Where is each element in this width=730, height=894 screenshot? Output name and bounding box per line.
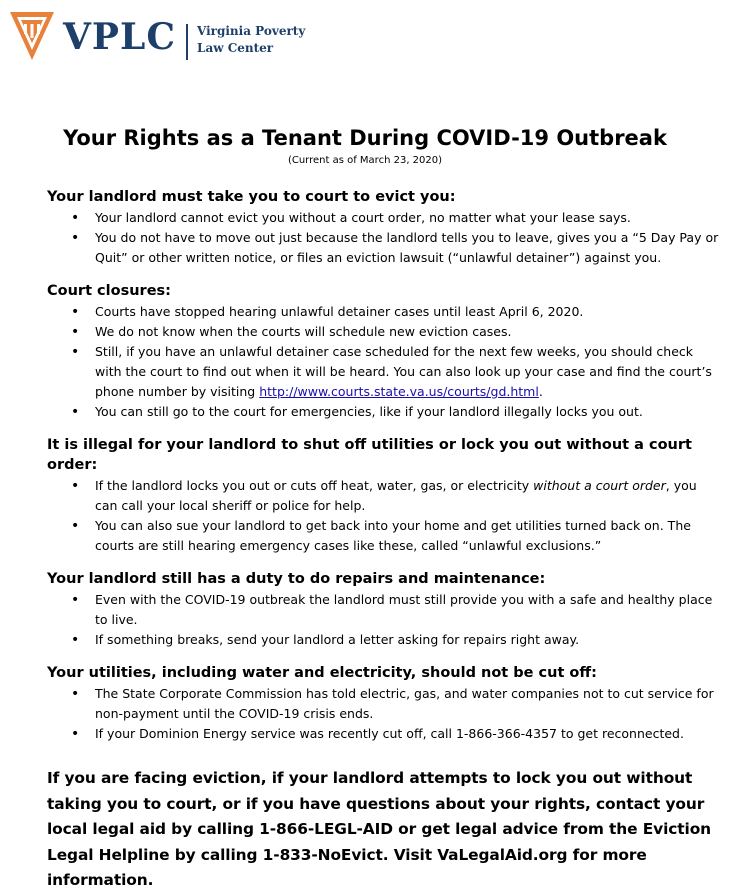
bullet-list xyxy=(47,208,719,268)
section-heading: Your landlord must take you to court to evict you: xyxy=(47,189,456,205)
org-name-line1: Virginia Poverty xyxy=(197,24,306,38)
list-item: • You can also sue your landlord to get back into your home and get utilities turned back on. The courts are still hearing emergency cases like these, called “unlawful exclusions.” xyxy=(47,516,719,556)
section-court-closures xyxy=(47,281,719,422)
courts-website-link[interactable]: http://www.courts.state.va.us/courts/gd.html xyxy=(259,384,539,399)
list-item xyxy=(47,342,719,402)
section-court-required xyxy=(47,187,719,268)
list-item-text-end: , you can call your local sheriff or police for help. xyxy=(95,478,697,513)
section-utilities xyxy=(47,663,719,744)
logo-divider xyxy=(186,24,188,60)
list-item: • Courts have stopped hearing unlawful detainer cases until least April 6, 2020. xyxy=(47,302,719,322)
org-name-line2: Law Center xyxy=(197,41,274,55)
list-item-text: If the landlord locks you out or cuts off heat, water, gas, or electricity xyxy=(95,478,530,493)
list-item-text: Still, if you have an unlawful detainer case scheduled for the next few weeks, you should check with the court to find out when it will be heard. You can also look up your case and find the court’s phone number by visiting xyxy=(95,344,712,399)
list-item: • If something breaks, send your landlord a letter asking for repairs right away. xyxy=(47,630,719,650)
section-heading: Court closures: xyxy=(47,283,171,299)
bullet-list xyxy=(47,684,719,744)
section-illegal-lockout xyxy=(47,435,719,556)
organization-name xyxy=(197,23,327,57)
list-item xyxy=(47,476,719,516)
building-logo-icon xyxy=(8,10,56,62)
page-subtitle: (Current as of March 23, 2020) xyxy=(287,155,443,166)
section-heading: Your utilities, including water and electricity, should not be cut off: xyxy=(47,665,597,681)
page-title: Your Rights as a Tenant During COVID-19 Outbreak xyxy=(63,126,667,150)
list-item: • You can still go to the court for emergencies, like if your landlord illegally locks you out. xyxy=(47,402,719,422)
list-item: • We do not know when the courts will schedule new eviction cases. xyxy=(47,322,719,342)
bullet-list xyxy=(47,302,719,422)
logo-wordmark: VPLC xyxy=(63,16,176,58)
list-item: • The State Corporate Commission has told electric, gas, and water companies not to cut service for non-payment until the COVID-19 crisis ends. xyxy=(47,684,719,724)
section-heading: Your landlord still has a duty to do repairs and maintenance: xyxy=(47,571,546,587)
list-item: • You do not have to move out just because the landlord tells you to leave, gives you a “5 Day Pay or Quit” or other written notice, or files an eviction lawsuit (“unlawful detainer”) against you. xyxy=(47,228,719,268)
section-heading: It is illegal for your landlord to shut off utilities or lock you out without a court order: xyxy=(47,437,692,473)
link-suffix: . xyxy=(538,384,543,399)
document-body xyxy=(47,187,719,757)
closing-statement: If you are facing eviction, if your landlord attempts to lock you out without taking you to court, or if you have questions about your rights, contact your local legal aid by calling 1-866-LEGL-AID or get legal advice from the Eviction Legal Helpline by calling 1-833-NoEvict. Visit VaLegalAid.org for more information. xyxy=(47,769,712,889)
list-item: • Even with the COVID-19 outbreak the landlord must still provide you with a safe and healthy place to live. xyxy=(47,590,719,630)
list-item: • If your Dominion Energy service was recently cut off, call 1-866-366-4357 to get reconnected. xyxy=(47,724,719,744)
list-item: • Your landlord cannot evict you without a court order, no matter what your lease says. xyxy=(47,208,719,228)
bullet-list xyxy=(47,476,719,556)
emphasis-text: without a court order xyxy=(533,478,666,493)
bullet-list xyxy=(47,590,719,650)
section-repairs xyxy=(47,569,719,650)
